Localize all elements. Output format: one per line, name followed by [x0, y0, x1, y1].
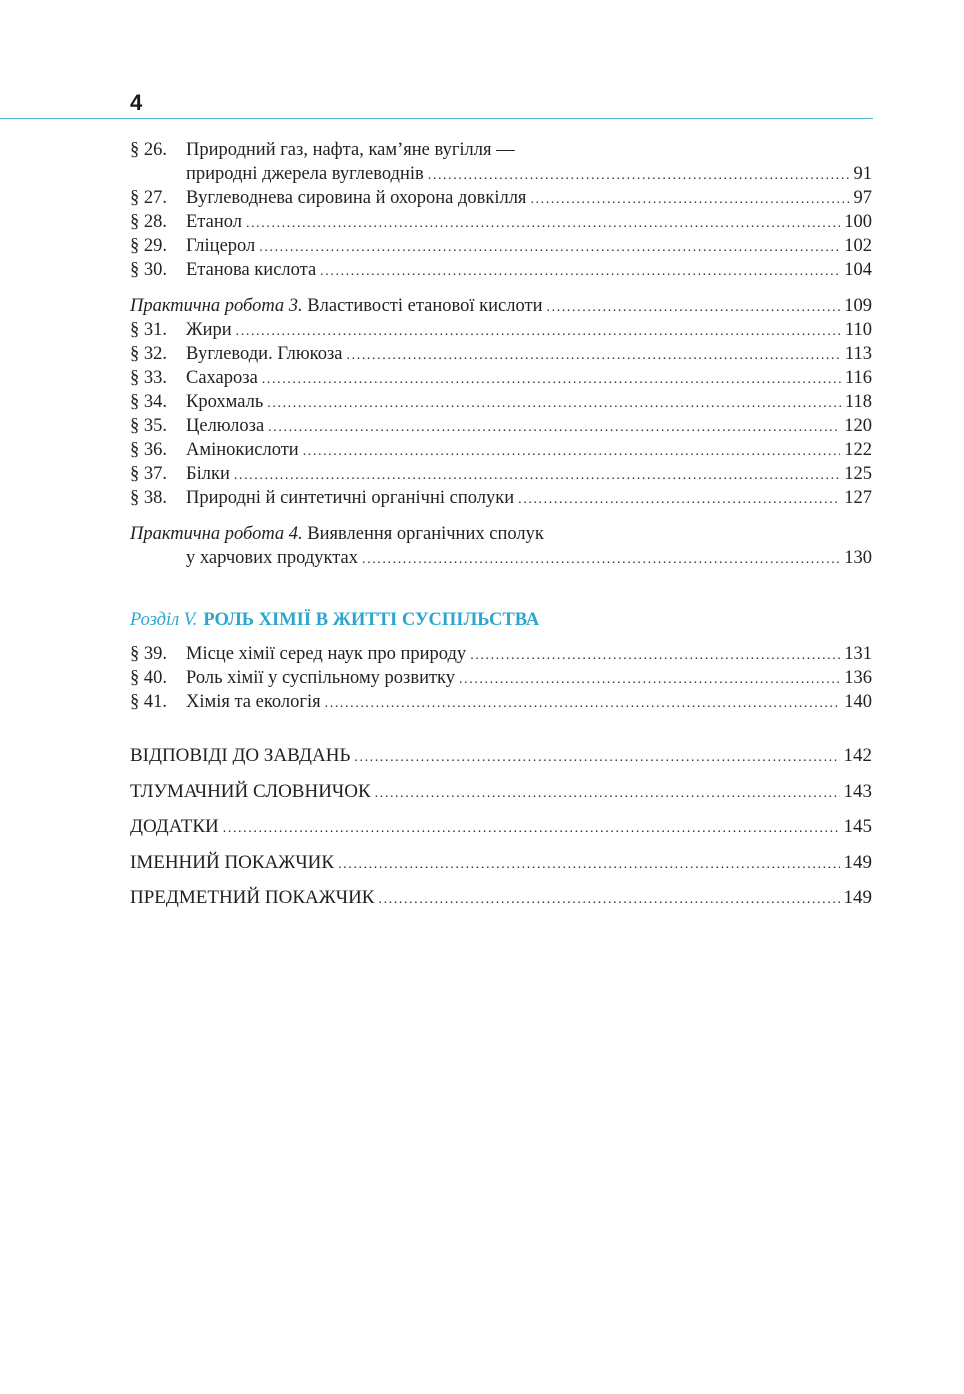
toc-entry-page: 131 — [844, 644, 872, 664]
toc-glossary[interactable] — [130, 774, 872, 810]
toc-entry-31[interactable] — [130, 318, 872, 342]
toc-entry-page: 145 — [843, 816, 872, 837]
toc-entry-number: § 29. — [130, 236, 167, 256]
dot-leader — [320, 260, 840, 284]
toc-entry-page: 122 — [844, 440, 872, 460]
dot-leader — [325, 692, 841, 716]
toc-entry-page: 102 — [844, 236, 872, 256]
toc-entry-36[interactable] — [130, 438, 872, 462]
toc-entry-39[interactable] — [130, 642, 872, 666]
toc-entry-number: § 37. — [130, 464, 167, 484]
dot-leader — [259, 236, 840, 260]
dot-leader — [303, 440, 841, 464]
toc-entry-page: 109 — [844, 296, 872, 316]
toc-entry-title: Роль хімії у суспільному розвитку — [186, 668, 456, 688]
toc-entry-page: 97 — [853, 188, 872, 208]
toc-practical-3[interactable] — [130, 294, 872, 318]
toc-entry-title: Хімія та екологія — [186, 692, 321, 712]
dot-leader — [459, 668, 840, 692]
toc-entry-page: 110 — [844, 320, 872, 340]
dot-leader — [223, 811, 840, 847]
dot-leader — [268, 416, 840, 440]
toc-entry-page: 125 — [844, 464, 872, 484]
toc-entry-37[interactable] — [130, 462, 872, 486]
toc-entry-title: ПРЕДМЕТНИЙ ПОКАЖЧИК — [130, 887, 375, 908]
dot-leader — [375, 776, 840, 812]
toc-entry-number: § 30. — [130, 260, 167, 280]
toc-entry-27[interactable] — [130, 186, 872, 210]
toc-appendices[interactable] — [130, 809, 872, 845]
toc-entry-page: 149 — [843, 887, 872, 908]
dot-leader — [362, 548, 840, 572]
chapter-heading[interactable] — [130, 606, 872, 634]
dot-leader — [518, 488, 840, 512]
toc-entry-title: ДОДАТКИ — [130, 816, 219, 837]
toc-entry-41[interactable] — [130, 690, 872, 714]
practical-title: Виявлення органічних сполук — [307, 524, 544, 544]
practical-label: Практична робота 4. — [130, 524, 303, 544]
toc-entry-title: ТЛУМАЧНИЙ СЛОВНИЧОК — [130, 780, 371, 802]
toc-entry-number: § 35. — [130, 416, 167, 436]
dot-leader — [470, 644, 840, 668]
toc-entry-page: 149 — [843, 851, 872, 873]
toc-entry-page: 120 — [844, 416, 872, 436]
toc-entry-page: 104 — [844, 260, 872, 280]
toc-entry-title: Білки — [186, 464, 230, 484]
dot-leader — [354, 740, 839, 776]
dot-leader — [267, 392, 841, 416]
toc-entry-29[interactable] — [130, 234, 872, 258]
toc-entry-26[interactable] — [130, 138, 872, 162]
toc-entry-number: § 32. — [130, 344, 167, 364]
dot-leader — [262, 368, 841, 392]
toc-entry-title: ВІДПОВІДІ ДО ЗАВДАНЬ — [130, 745, 351, 766]
toc-entry-page: 100 — [844, 212, 872, 232]
dot-leader — [246, 212, 840, 236]
toc-entry-page: 130 — [844, 548, 872, 568]
dot-leader — [378, 882, 839, 918]
chapter-label: Розділ V. — [130, 610, 198, 630]
header-rule — [0, 118, 873, 119]
practical-title: Властивості етанової кислоти — [307, 296, 543, 316]
practical-label: Практична робота 3. — [130, 296, 303, 316]
toc-entry-page: 143 — [843, 780, 872, 802]
toc-practical-4-continued[interactable] — [130, 546, 872, 570]
toc-entry-page: 140 — [844, 692, 872, 712]
toc-entry-title: Місце хімії серед наук про природу — [186, 644, 467, 664]
toc-entry-page: 127 — [844, 488, 872, 508]
toc-entry-title: Жири — [186, 320, 232, 340]
toc-entry-number: § 26. — [130, 140, 167, 160]
table-of-contents — [130, 138, 872, 916]
toc-entry-number: § 28. — [130, 212, 167, 232]
toc-entry-number: § 27. — [130, 188, 167, 208]
toc-entry-number: § 38. — [130, 488, 167, 508]
toc-entry-title: ІМЕННИЙ ПОКАЖЧИК — [130, 851, 335, 873]
toc-entry-35[interactable] — [130, 414, 872, 438]
toc-entry-title: Природний газ, нафта, кам’яне вугілля — — [186, 140, 515, 160]
toc-entry-26-continued[interactable] — [130, 162, 872, 186]
dot-leader — [236, 320, 841, 344]
toc-entry-32[interactable] — [130, 342, 872, 366]
toc-practical-4[interactable] — [130, 522, 872, 546]
toc-answers[interactable] — [130, 738, 872, 774]
toc-entry-number: § 39. — [130, 644, 167, 664]
toc-entry-title: Целюлоза — [186, 416, 265, 436]
toc-entry-30[interactable] — [130, 258, 872, 282]
toc-entry-page: 118 — [844, 392, 872, 412]
dot-leader — [428, 164, 850, 188]
toc-entry-title: Етанова кислота — [186, 260, 317, 280]
toc-entry-40[interactable] — [130, 666, 872, 690]
toc-entry-title: Етанол — [186, 212, 242, 232]
toc-entry-title: Вуглеводи. Глюкоза — [186, 344, 343, 364]
toc-entry-page: 116 — [844, 368, 872, 388]
toc-entry-number: § 34. — [130, 392, 167, 412]
dot-leader — [530, 188, 849, 212]
page-number: 4 — [130, 90, 143, 115]
toc-entry-title: Крохмаль — [186, 392, 264, 412]
dot-leader — [547, 296, 841, 320]
toc-entry-title: природні джерела вуглеводнів — [186, 164, 424, 184]
toc-entry-number: § 40. — [130, 668, 167, 688]
toc-name-index[interactable] — [130, 845, 872, 881]
toc-entry-38[interactable] — [130, 486, 872, 510]
toc-subject-index[interactable] — [130, 880, 872, 916]
toc-entry-title: Вуглеводнева сировина й охорона довкілля — [186, 188, 527, 208]
toc-entry-page: 142 — [843, 745, 872, 766]
toc-entry-number: § 33. — [130, 368, 167, 388]
dot-leader — [234, 464, 840, 488]
toc-entry-title: Амінокислоти — [186, 440, 299, 460]
toc-entry-number: § 36. — [130, 440, 167, 460]
toc-entry-title: Гліцерол — [186, 236, 256, 256]
chapter-name: РОЛЬ ХІМІЇ В ЖИТТІ СУСПІЛЬСТВА — [203, 610, 540, 630]
dot-leader — [338, 847, 839, 883]
toc-entry-title: Природні й синтетичні органічні сполуки — [186, 488, 515, 508]
toc-entry-page: 113 — [844, 344, 872, 364]
practical-title: у харчових продуктах — [186, 548, 358, 568]
toc-entry-34[interactable] — [130, 390, 872, 414]
toc-entry-28[interactable] — [130, 210, 872, 234]
toc-entry-number: § 31. — [130, 320, 167, 340]
dot-leader — [347, 344, 841, 368]
toc-entry-number: § 41. — [130, 692, 167, 712]
toc-entry-33[interactable] — [130, 366, 872, 390]
toc-entry-page: 91 — [853, 164, 872, 184]
toc-entry-title: Сахароза — [186, 368, 258, 388]
toc-entry-page: 136 — [844, 668, 872, 688]
